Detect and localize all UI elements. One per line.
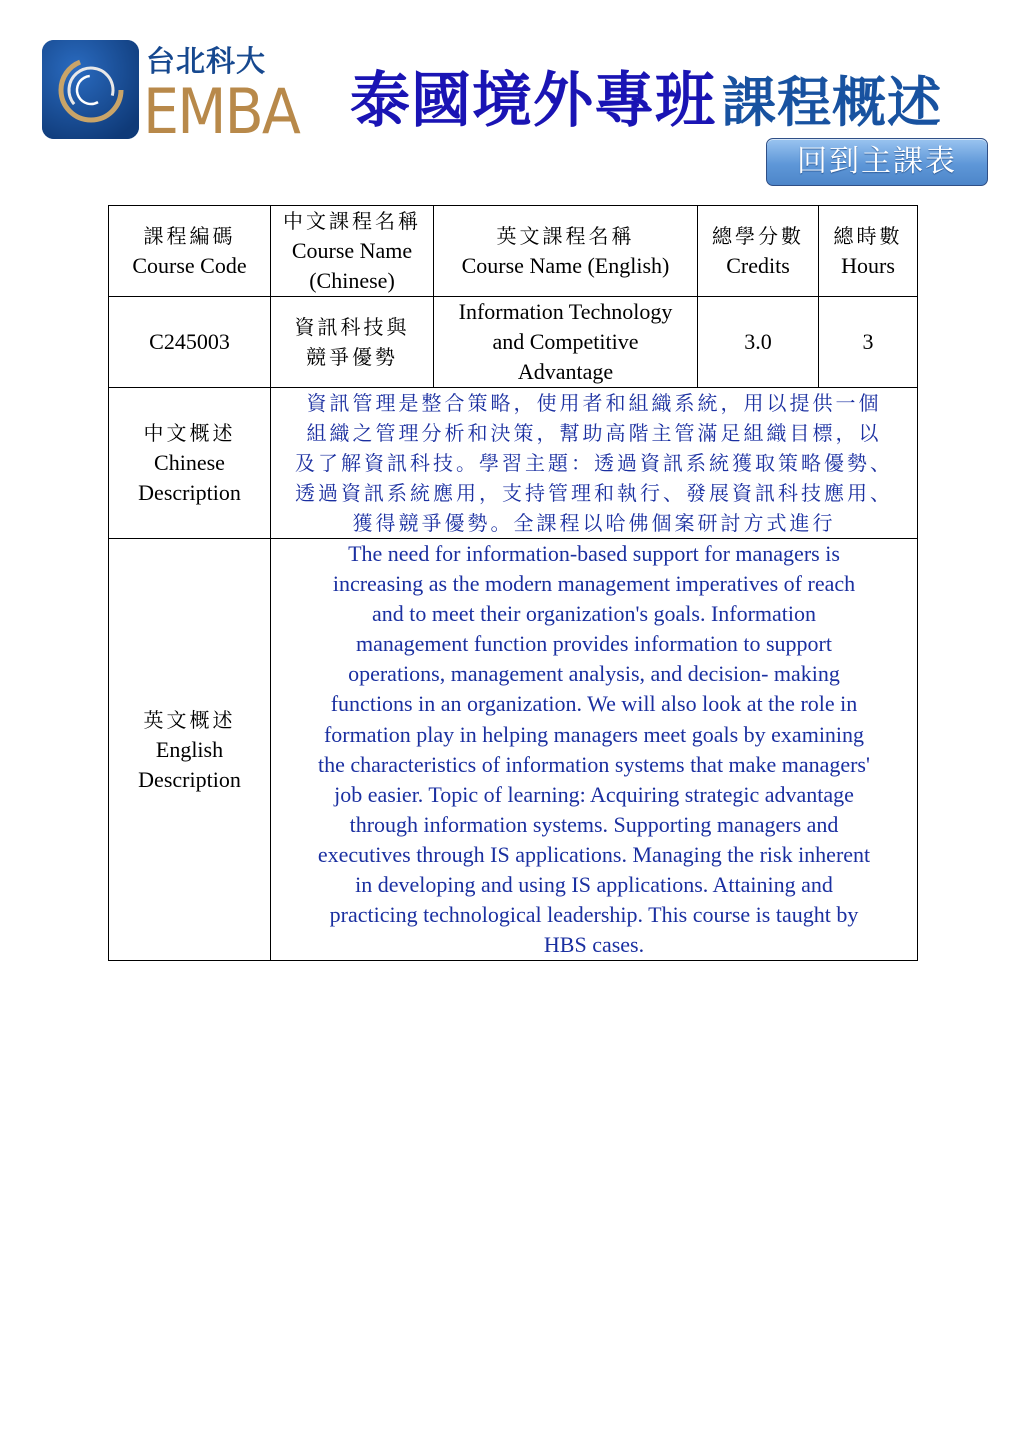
english-desc-label-en-2: Description [138,766,241,792]
english-desc-line: operations, management analysis, and decision- making [348,661,840,687]
logo-chinese-text: 台北科大 [146,44,267,78]
chinese-description-row [109,388,918,539]
english-description-text [271,539,918,961]
logo-emba-text: EMBA [143,75,300,148]
course-code-cell: C245003 [109,297,271,388]
chinese-desc-line: 資訊管理是整合策略，使用者和組織系統，用以提供一個 [306,391,882,415]
english-description-row [109,539,918,961]
page-title-sub: 課程概述 [722,71,942,134]
english-desc-line: and to meet their organization's goals. Information [371,601,817,627]
header-name-cn-en-1: Course Name [291,238,413,263]
course-table [108,205,918,961]
header-name-en-cn: 英文課程名稱 [496,224,635,248]
course-name-cn-line-2: 競爭優勢 [306,345,398,369]
course-name-cn-cell [271,297,434,388]
course-hours-cell: 3 [819,297,918,388]
course-name-en-cell [434,297,698,388]
header-hours [819,206,918,297]
english-desc-line: The need for information-based support for managers is [348,541,840,566]
chinese-description-text [271,388,918,539]
chinese-description-label [109,388,271,539]
chinese-desc-line: 及了解資訊科技。學習主題：透過資訊系統獲取策略優勢、 [295,451,893,475]
english-desc-line: the characteristics of information systems that make managers' [318,751,870,777]
page-title-main: 泰國境外專班 [350,66,716,136]
header-code-cn: 課程編碼 [143,224,236,248]
course-name-cn-line-1: 資訊科技與 [294,315,410,339]
course-credits-cell: 3.0 [698,297,819,388]
course-name-en-line-3: Advantage [517,359,614,384]
header-name-en-en: Course Name (English) [461,253,670,278]
header-name-cn-cn: 中文課程名稱 [283,209,421,233]
back-to-schedule-button[interactable]: 回到主課表 [766,138,988,186]
emba-swirl-icon [42,40,139,139]
chinese-desc-label-cn: 中文概述 [143,421,236,445]
table-header-row [109,206,918,297]
header-course-name-english [434,206,698,297]
english-desc-label-en-1: English [155,736,224,762]
header-credits [698,206,819,297]
header-hours-cn: 總時數 [833,224,903,248]
chinese-desc-line: 組織之管理分析和決策，幫助高階主管滿足組織目標，以 [306,421,882,445]
english-desc-line: executives through IS applications. Managing the risk inherent [317,841,871,867]
course-name-en-line-2: and Competitive [492,329,639,354]
emba-logo [42,40,332,148]
header-hours-en: Hours [841,253,895,278]
english-desc-label-cn: 英文概述 [143,707,236,732]
chinese-desc-line: 獲得競爭優勢。全課程以哈佛個案研討方式進行 [352,511,836,535]
header-code-en: Course Code [132,253,247,278]
header-course-code [109,206,271,297]
english-desc-line: functions in an organization. We will also look at the role in [330,691,858,717]
english-desc-line: increasing as the modern management imperatives of reach [332,571,856,597]
header-course-name-chinese [271,206,434,297]
course-name-en-line-1: Information Technology [458,299,673,324]
english-desc-line: through information systems. Supporting managers and [349,811,839,837]
chinese-desc-line: 透過資訊系統應用，支持管理和執行、發展資訊科技應用、 [295,481,893,505]
english-desc-line: in developing and using IS applications. Attaining and [355,872,833,898]
english-desc-line: job easier. Topic of learning: Acquiring strategic advantage [334,781,854,807]
header-name-cn-en-2: (Chinese) [309,268,395,293]
english-desc-line: practicing technological leadership. This course is taught by [329,902,859,928]
chinese-desc-label-en-2: Description [138,480,241,505]
header-credits-en: Credits [726,253,790,278]
course-row [109,297,918,388]
english-desc-line: management function provides information to support [356,631,832,657]
english-description-label [109,539,271,961]
english-desc-line: HBS cases. [543,932,645,958]
english-desc-line: formation play in helping managers meet goals by examining [323,721,865,747]
header-credits-cn: 總學分數 [712,224,804,248]
chinese-desc-label-en-1: Chinese [154,450,225,475]
